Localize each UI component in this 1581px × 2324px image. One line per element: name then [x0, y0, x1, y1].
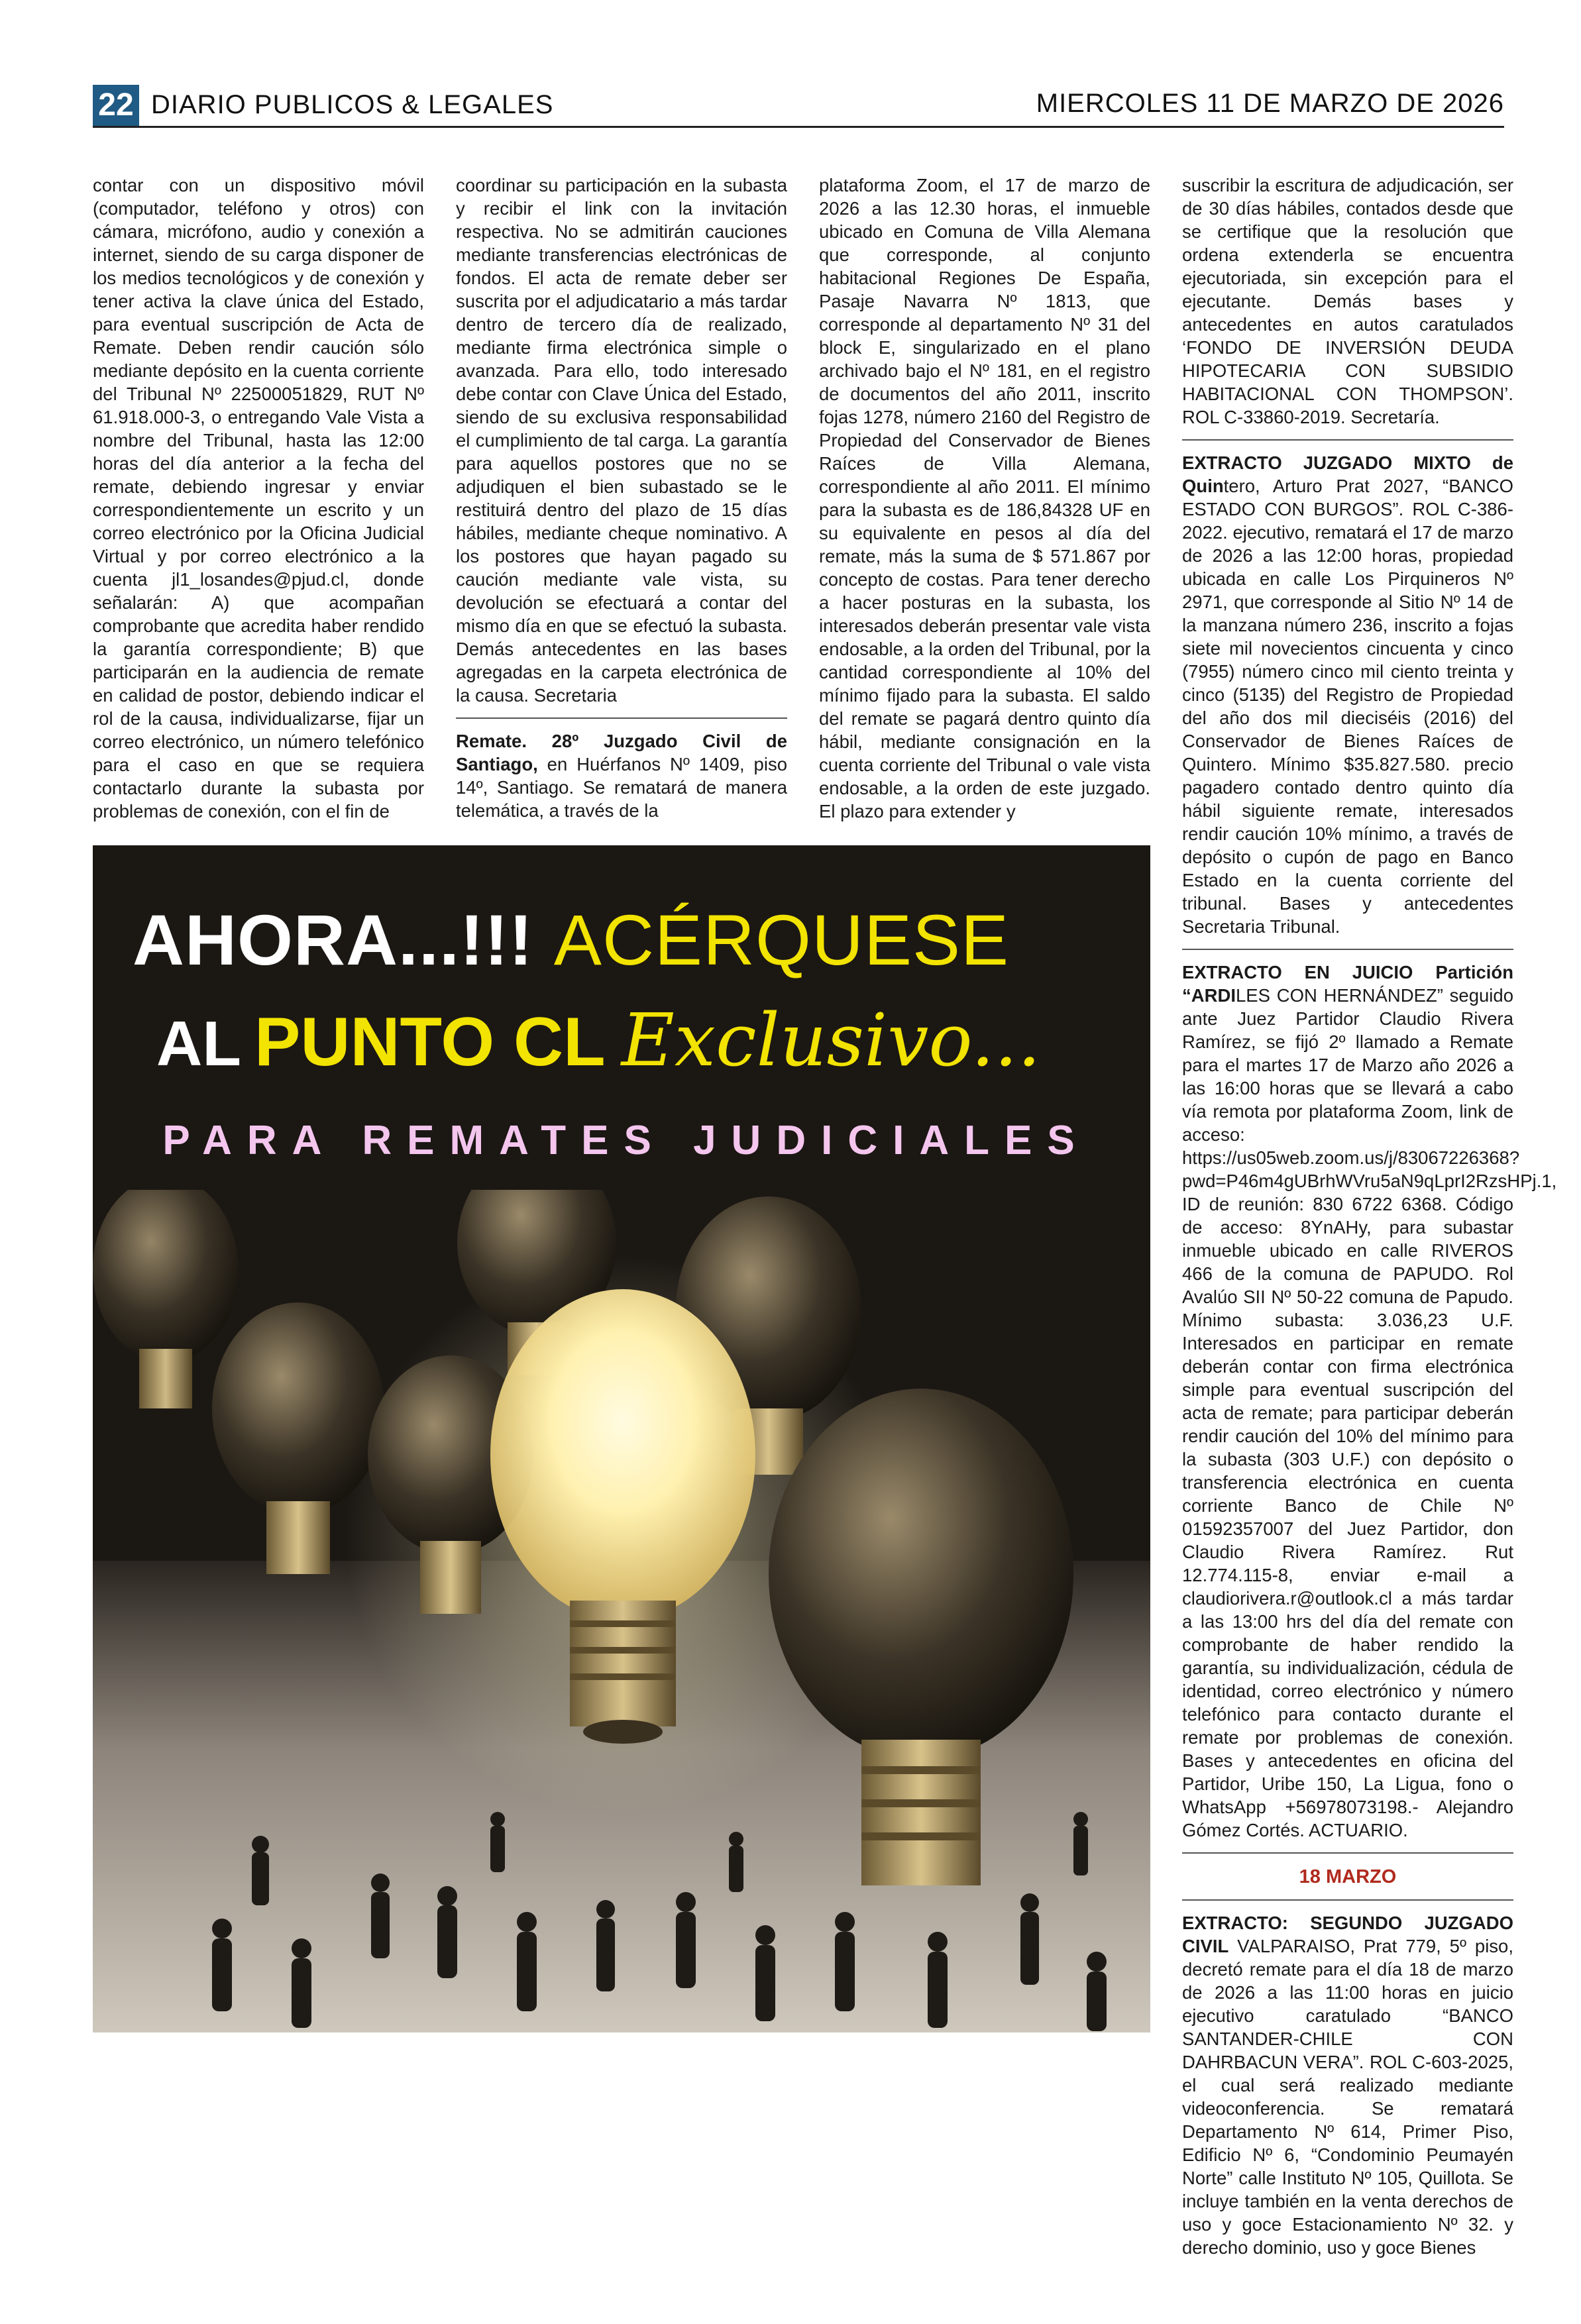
header-rule: [93, 126, 1504, 128]
notice-divider: [1182, 1852, 1513, 1854]
notice-heading: EXTRACTO JUZGADO MIXTO de Quin: [1182, 452, 1513, 496]
notice-divider: [456, 717, 787, 719]
notice-text: VALPARAISO, Prat 779, 5º piso, decretó remate para el día 18 de marzo de 2026 a las 11:00 horas en juicio ejecutivo caratulado “BANCO SANTANDER-CHILE CON DAHRBACUN VERA”. ROL C-603-2025, el cual será realizado mediante videoconferencia. Se rematará Departamento Nº 614, Primer Piso, Edificio Nº 6, “Condominio Peumayén Norte” calle Instituto Nº 105, Quillota. Se incluye también en la venta derechos de uso y goce Estacionamiento Nº 32. y derecho dominio, uso y goce Bienes: [1182, 1936, 1513, 2258]
date-section-heading: 18 MARZO: [1299, 1866, 1397, 1887]
notice-text: tero, Arturo Prat 2027, “BANCO ESTADO CON BURGOS”. ROL C-386-2022. ejecutivo, rematará el 17 de marzo de 2026 a las 12:00 horas, propiedad ubicada en calle Los Pirquineros Nº 2971, que corresponde al Sitio Nº 14 de la manzana número 236, inscrito a fojas siete mil novecientos cincuenta y cinco (7955) número cinco mil ciento treinta y cinco (5135) del Registro de Propiedad del año dos mil dieciséis (2016) del Conservador de Bienes Raíces de Quintero. Mínimo $35.827.580. precio pagadero contado dentro quinto día hábil siguiente remate, interesados rendir caución 10% mínimo, a través de depósito o cupón de pago en Banco Estado en la cuenta corriente del tribunal. Bases y antecedentes Secretaria Tribunal.: [1182, 476, 1513, 937]
page-number: 22: [93, 85, 139, 126]
notice-heading: EXTRACTO: SEGUNDO JUZGADO CIVIL: [1182, 1913, 1513, 1956]
notice-text: coordinar su participación en la subasta y recibir el link con la invitación respectiva. No se admitirán cauciones mediante transferencias electrónicas de fondos. El acta de remate deber ser suscrita por el adjudicatario a más tardar dentro de tercero día de realizado, mediante firma electrónica simple o avanzada. Para ello, todo interesado debe contar con Clave Única del Estado, siendo de su exclusiva responsabilidad el cumplimiento de tal carga. La garantía para aquellos postores que no se adjudiquen el bien subastado se le restituirá dentro del plazo de 15 días hábiles, mediante cheque nominativo. A los postores que hayan pagado su caución mediante vale vista, su devolución se efectuará a contar del mismo día en que se efectuó la subasta. Demás antecedentes en las bases agregadas en la carpeta electrónica de la causa. Secretaria: [456, 175, 787, 706]
ad-headline-white: AHORA...!!!: [133, 900, 554, 980]
ad-headline-yellow: ACÉRQUESE: [553, 900, 1010, 980]
column-2: [456, 174, 787, 822]
issue-date: MIERCOLES 11 DE MARZO DE 2026: [1036, 89, 1504, 118]
ad-headline: [133, 898, 1009, 981]
notice-juzgado-mixto-quintero: [1182, 451, 1513, 938]
notice-text: plataforma Zoom, el 17 de marzo de 2026 a las 12.30 horas, el inmueble ubicado en Comuna de Villa Alemana que corresponde, al conjunto habitacional Regiones De España, Pasaje Navarra Nº 1813, que corresponde al departamento Nº 31 del block E, singularizado en el plano archivado bajo el Nº 181, en el registro de documentos del año 2011, inscrito fojas 1278, número 2160 del Registro de Propiedad del Conservador de Bienes Raíces de Villa Alemana, correspondiente al año 2011. El mínimo para la subasta es de 186,84328 UF en su equivalente en pesos al día del remate, más la suma de $ 571.867 por concepto de costas. Para tener derecho a hacer posturas en la subasta, los interesados deberán presentar vale vista endosable, a la orden del Tribunal, por la cantidad correspondiente al 10% del mínimo fijado para la subasta. El saldo del remate se pagará dentro quinto día hábil, mediante consignación en la cuenta corriente del Tribunal o vale vista endosable, a la orden de este juzgado. El plazo para extender y: [819, 175, 1150, 821]
ad-tagline: PARA REMATES JUDICIALES: [162, 1118, 1090, 1163]
column-4: [1182, 174, 1557, 2259]
notice-particion-ardiles: [1182, 961, 1557, 1842]
notice-divider: [1182, 949, 1513, 950]
notice-divider: [1182, 439, 1513, 441]
ad-exclusivo-text: Exclusivo...: [621, 998, 1041, 1083]
notice-heading: EXTRACTO EN JUICIO Partición “ARDI: [1182, 962, 1513, 1006]
lightbulbs-illustration: [93, 1190, 1150, 2033]
notice-remate-28-juzgado: [456, 729, 787, 822]
notice-text: suscribir la escritura de adjudicación, ser de 30 días hábiles, contados desde que se certifique que la resolución que ordena extenderla se encuentra ejecutoriada, sin excepción para el ejecutante. Demás bases y antecedentes en autos caratulados ‘FONDO DE INVERSIÓN DEUDA HIPOTECARIA CON SUBSIDIO HABITACIONAL CON THOMPSON’. ROL C-33860-2019. Secretaría.: [1182, 175, 1513, 427]
ad-subheadline: [156, 998, 1041, 1083]
notice-divider: [1182, 1899, 1513, 1901]
page-header: [93, 85, 1504, 122]
ad-punto-cl-text: PUNTO CL: [254, 1004, 606, 1081]
notice-text: en Huérfanos Nº 1409, piso 14º, Santiago. Se rematará de manera telemática, a través de la: [456, 754, 787, 821]
advertisement-banner: [93, 845, 1150, 2033]
ad-al-text: AL: [156, 1008, 241, 1079]
column-3: [819, 174, 1150, 823]
notice-segundo-juzgado-valparaiso: [1182, 1911, 1513, 2259]
publication-name: DIARIO PUBLICOS & LEGALES: [151, 90, 554, 119]
notice-heading: Remate. 28º Juzgado Civil de Santiago,: [456, 731, 787, 774]
notice-text: LES CON HERNÁNDEZ” seguido ante Juez Partidor Claudio Rivera Ramírez, se fijó 2º llamado a Remate para el martes 17 de Marzo año 2026 a las 16:00 horas que se llevará a cabo vía remota por plataforma Zoom, link de acceso: https://us05web.zoom.us/j/83067226368?pwd=P46m4gUBrhWVru5aN9qLprI2RzsHPj.1, ID de reunión: 830 6722 6368. Código de acceso: 8YnAHy, para subastar inmueble ubicado en calle RIVEROS 466 de la comuna de PAPUDO. Rol Avalúo SII Nº 50-22 comuna de Papudo. Mínimo subasta: 3.036,23 U.F. Interesados en participar en remate deberán contar con firma electrónica simple para eventual suscripción del acta de remate; para participar deberán rendir caución del 10% del mínimo para la subasta (303 U.F.) con depósito o transferencia electrónica en cuenta corriente Banco de Chile Nº 01592357007 del Juez Partidor, don Claudio Rivera Ramírez. Rut 12.774.115-8, enviar e-mail a claudiorivera.r@outlook.cl a más tardar a las 13:00 hrs del día del remate con comprobante de haber rendido la garantía, su individualización, cédula de identidad, correo electrónico y número telefónico para contacto durante el remate por problemas de conexión. Bases y antecedentes en oficina del Partidor, Uribe 150, La Ligua, fono o WhatsApp +56978073198.- Alejandro Gómez Cortés. ACTUARIO.: [1182, 985, 1557, 1840]
column-1: [93, 174, 424, 823]
notice-text: contar con un dispositivo móvil (computador, teléfono y otros) con cámara, micrófono, audio y conexión a internet, siendo de su carga disponer de los medios tecnológicos y de conexión y tener activa la clave única del Estado, para eventual suscripción de Acta de Remate. Deben rendir caución sólo mediante depósito en la cuenta corriente del Tribunal Nº 22500051829, RUT Nº 61.918.000-3, o entregando Vale Vista a nombre del Tribunal, hasta las 12:00 horas del día anterior a la fecha del remate, debiendo ingresar y enviar correspondientemente un escrito y un correo electrónico por la Oficina Judicial Virtual y por correo electrónico a la cuenta jl1_losandes@pjud.cl, donde señalarán: A) que acompañan comprobante que acredita haber rendido la garantía correspondiente; B) que participarán en la audiencia de remate en calidad de postor, debiendo indicar el rol de la causa, individualizarse, fijar un correo electrónico, un número telefónico para el caso en que se requiera contactarlo durante la subasta por problemas de conexión, con el fin de: [93, 175, 424, 821]
